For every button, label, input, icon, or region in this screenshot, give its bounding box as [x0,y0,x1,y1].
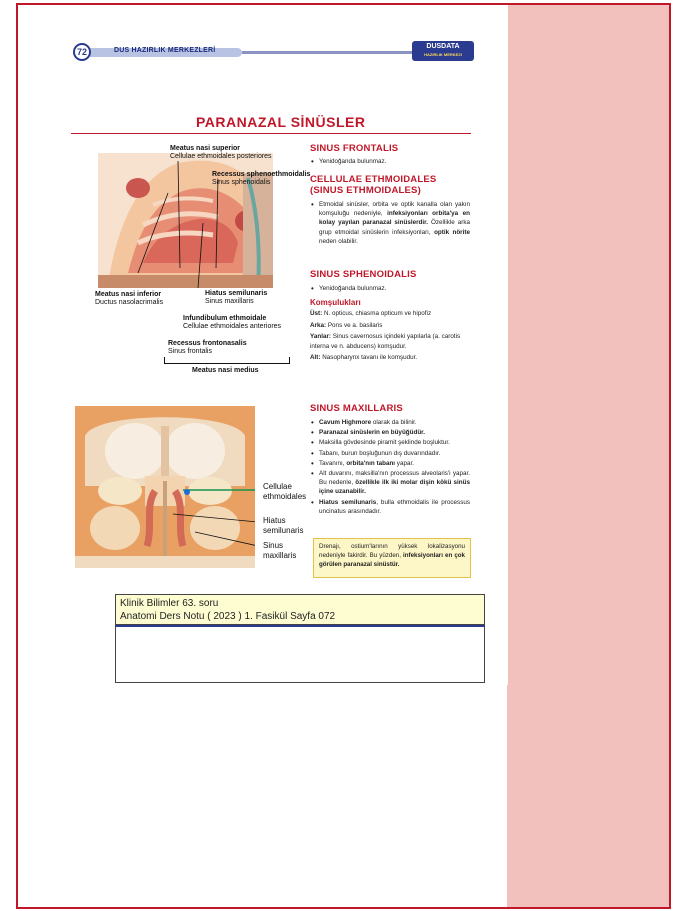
ethmoid-heading: CELLULAE ETHMOIDALES (SINUS ETHMOIDALES) [310,174,437,196]
list-item: • Alt duvarını, maksilla'nın processus alveolaris'i yapar. Bu nedenle, özellikle ilk iki molar dişin kökü sinüs içine uzanabilir. [310,469,470,497]
right-margin [507,5,669,907]
list-item: • Yenidoğanda bulunmaz. [310,157,470,166]
label-hiatus-1: Hiatus semilunaris Sinus maxillaris [205,290,268,305]
textbook-page [18,5,508,685]
list-item: • Cavum Highmore olarak da bilinir. [310,418,470,427]
page-frame [16,3,671,909]
komsuluk-ust: Üst: N. opticus, chiasma opticum ve hipofiz [310,310,432,318]
label-meatus-medius: Meatus nasi medius [192,367,259,374]
header-rule [242,51,412,54]
label-sinus-max: Sinus maxillaris [263,541,297,560]
publisher-logo: DUSDATA HAZIRLIK MERKEZI [412,41,474,61]
list-item: • Tabanı, burun boşluğunun dış duvarındadır. [310,449,470,458]
label-infundibulum: Infundibulum ethmoidale Cellulae ethmoidales anteriores [183,315,282,330]
list-item: • Hiatus semilunaris, bulla ethmoidalis ile processus uncinatus arasındadır. [310,498,470,516]
komsuluk-yanlar: Yanlar: Sinus cavernosus içindeki yapılarla (a. carotis interna ve n. abducens) komşudur. [310,333,461,350]
list-item: • Yenidoğanda bulunmaz. [310,284,470,293]
label-meatus-superior: Meatus nasi superior Cellulae ethmoidales posteriores [170,145,272,160]
label-meatus-inferior: Meatus nasi inferior Ductus nasolacrimalis [95,291,164,306]
maxillaris-heading: SINUS MAXILLARIS [310,403,403,414]
title-rule [71,133,471,134]
frontalis-section [310,143,470,166]
komsuluk-heading: Komşulukları [310,298,361,308]
question-caption [115,594,485,625]
publisher-name: DUS HAZIRLIK MERKEZLERİ [114,47,216,54]
ethmoid-section [310,174,470,246]
caption-line-1: Klinik Bilimler 63. soru [120,598,219,609]
label-hiatus-2: Hiatus semilunaris [263,516,304,535]
page-title: PARANAZAL SİNÜSLER [196,114,366,130]
caption-line-2: Anatomi Ders Notu ( 2023 ) 1. Fasikül Sayfa 072 [120,611,336,622]
caption-empty-box [115,625,485,683]
list-item: • Tavanını, orbita'nın tabanı yapar. [310,459,470,468]
list-item: • Paranazal sinüslerin en büyüğüdür. [310,428,470,437]
label-recessus-spheno: Recessus sphenoethmoidalis Sinus sphenoidalis [212,171,311,186]
coronal-section-illustration [75,406,255,568]
list-item: • Etmoidal sinüsler, orbita ve optik kanalla olan yakın komşuluğu nedeniyle, infeksiyonları orbita'ya en kolay yayılan paranazal sinüslerdir. Özellikle arka grup etmoidal sinüslerin infeksiyonları, optik nörite neden olabilir. [310,200,470,246]
maxillaris-section [310,403,470,516]
sphenoidalis-heading: SINUS SPHENOIDALIS [310,269,417,280]
meatus-medius-bracket [164,357,290,364]
label-recessus-fronto: Recessus frontonasalis Sinus frontalis [168,340,247,355]
drainage-note: Drenajı, ostium'larının yüksek lokalizasyonu nedeniyle fakirdir. Bu yüzden, infeksiyonları en çok görülen paranazal sinüstür. [313,538,471,578]
caption-rule [115,625,485,627]
label-cellulae: Cellulae ethmoidales [263,482,307,501]
frontalis-heading: SINUS FRONTALIS [310,143,399,154]
page-number: 72 [73,43,91,61]
komsuluk-arka: Arka: Pons ve a. basilaris [310,321,383,329]
sphenoidalis-section [310,269,470,363]
komsuluk-alt: Alt: Nasopharynx tavanı ile komşudur. [310,354,418,362]
list-item: • Maksilla gövdesinde piramit şeklinde boşluktur. [310,438,470,447]
